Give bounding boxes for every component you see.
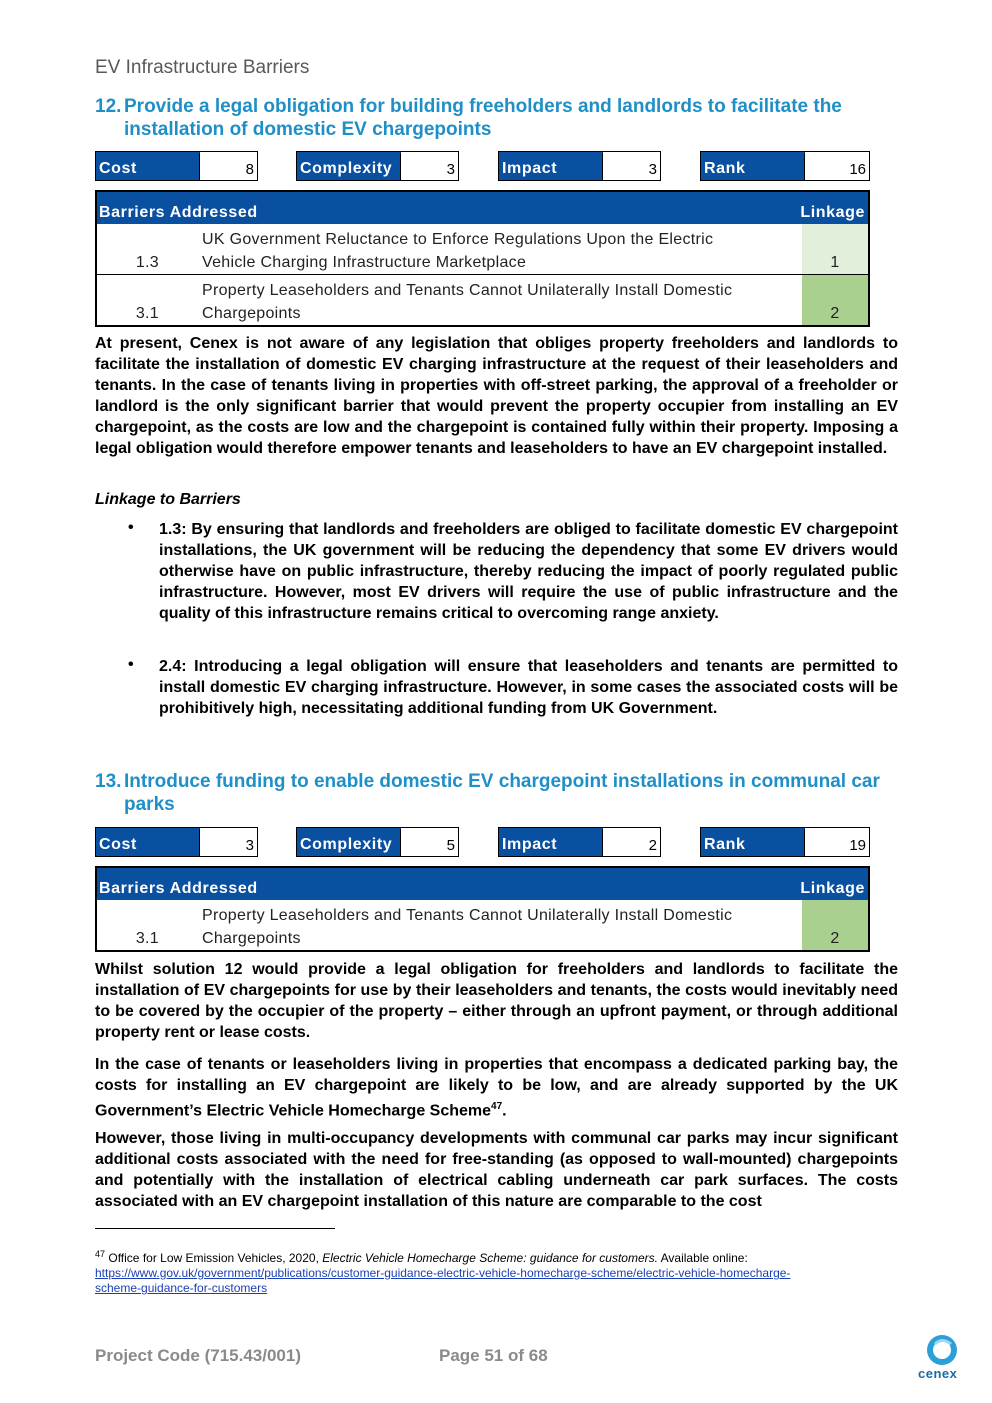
- score-value: 16: [805, 152, 869, 180]
- linkage-cell: 2: [802, 900, 868, 950]
- barrier-line: Chargepoints: [202, 930, 301, 947]
- solution-13-title: [95, 770, 895, 816]
- score-label: Rank: [701, 828, 805, 856]
- score-value: 19: [805, 828, 869, 856]
- barrier-line: Chargepoints: [202, 305, 301, 322]
- footnote-link[interactable]: https://www.gov.uk/government/publications/customer-guidance-electric-vehicle-homecharge-scheme/electric-vehicle-homecharge-: [95, 1266, 791, 1280]
- barrier-line: Property Leaseholders and Tenants Cannot Unilaterally Install Domestic: [202, 282, 733, 299]
- header-linkage: Linkage: [800, 880, 865, 897]
- bullet-icon: •: [128, 519, 134, 536]
- footnote-link[interactable]: scheme-guidance-for-customers: [95, 1281, 268, 1295]
- table-row: [97, 274, 868, 325]
- barrier-description: [202, 904, 802, 950]
- barrier-line: Vehicle Charging Infrastructure Marketplace: [202, 254, 527, 271]
- project-code: Project Code (715.43/001): [95, 1346, 301, 1365]
- rank-score: [700, 151, 870, 181]
- score-value: 2: [603, 828, 660, 856]
- solution-number: 12.: [95, 96, 122, 117]
- barrier-code: 3.1: [135, 305, 159, 322]
- footnote-number: 47: [95, 1249, 106, 1259]
- solution-12-title: [95, 95, 895, 141]
- barrier-description: [202, 228, 802, 274]
- barrier-line: UK Government Reluctance to Enforce Regulations Upon the Electric: [202, 231, 714, 248]
- score-label: Rank: [701, 152, 805, 180]
- page-number: Page 51 of 68: [439, 1346, 548, 1365]
- solution-title-text: Provide a legal obligation for building freeholders and landlords to facilitate the installation of domestic EV chargepoints: [124, 96, 842, 140]
- score-label: Complexity: [297, 152, 401, 180]
- body-paragraph: At present, Cenex is not aware of any legislation that obliges property freeholders and landlords to facilitate the installation of domestic EV charging infrastructure at the request of their leaseholders and tenants. In the case of tenants living in properties with off-street parking, the approval of a freeholder or landlord is the only significant barrier that would prevent the property occupier from installing an EV chargepoint, as the costs are low and the chargepoint is contained fully within their property. Imposing a legal obligation would therefore empower tenants and leaseholders to have an EV chargepoint installed.: [95, 335, 898, 457]
- header-linkage: Linkage: [800, 204, 865, 221]
- body-paragraph: Whilst solution 12 would provide a legal obligation for freeholders and landlords to facilitate the installation of EV chargepoints for use by their leaseholders and tenants, the costs would inevitably need to be covered by the occupier of the property – either through an upfront payment, or through additional property rent or lease costs.: [95, 961, 898, 1041]
- bullet-icon: •: [128, 656, 134, 673]
- score-label: Complexity: [297, 828, 401, 856]
- score-label: Impact: [499, 828, 603, 856]
- complexity-score: [296, 827, 459, 857]
- footnote: [95, 1247, 885, 1296]
- linkage-heading: Linkage to Barriers: [95, 491, 241, 508]
- score-label: Cost: [96, 828, 200, 856]
- footnote-title: Electric Vehicle Homecharge Scheme: guidance for customers.: [322, 1251, 658, 1265]
- footnote-rule: [95, 1228, 335, 1229]
- solution-title-text: Introduce funding to enable domestic EV chargepoint installations in communal car parks: [124, 771, 880, 815]
- body-paragraph: [95, 1054, 898, 1121]
- barrier-code: 1.3: [135, 254, 159, 271]
- score-value: 8: [200, 152, 257, 180]
- impact-score: [498, 151, 661, 181]
- score-row-12: [95, 151, 870, 183]
- impact-score: [498, 827, 661, 857]
- rank-score: [700, 827, 870, 857]
- cost-score: [95, 827, 258, 857]
- paragraph-end: .: [502, 1102, 507, 1120]
- table-header: [97, 192, 868, 224]
- table-row: [97, 900, 868, 950]
- header-barriers: Barriers Addressed: [99, 880, 258, 897]
- barrier-code: 3.1: [135, 930, 159, 947]
- score-value: 3: [401, 152, 458, 180]
- cenex-logo-text: cenex: [918, 1366, 958, 1381]
- table-row: [97, 224, 868, 274]
- footnote-ref[interactable]: 47: [491, 1101, 503, 1112]
- linkage-cell: 1: [802, 224, 868, 274]
- cenex-logo-icon: [925, 1333, 959, 1367]
- linkage-cell: 2: [802, 275, 868, 325]
- barriers-table-12: [95, 190, 870, 327]
- linkage-bullet: 1.3: By ensuring that landlords and freeholders are obliged to facilitate domestic EV chargepoint installations, the UK government will be reducing the dependency that some EV drivers would otherwise have on public infrastructure, thereby reducing the impact of poorly regulated public infrastructure. However, most EV drivers will require the use of public infrastructure and the quality of this infrastructure remains critical to overcoming range anxiety.: [159, 521, 898, 622]
- score-value: 3: [603, 152, 660, 180]
- table-header: [97, 868, 868, 900]
- score-row-13: [95, 827, 870, 859]
- body-paragraph: However, those living in multi-occupancy developments with communal car parks may incur significant additional costs associated with the need for free-standing (as opposed to wall-mounted) chargepoints and potentially with the installation of electrical cabling underneath car park surfaces. The costs associated with an EV chargepoint installation of this nature are comparable to the cost: [95, 1130, 898, 1210]
- linkage-bullet: 2.4: Introducing a legal obligation will ensure that leaseholders and tenants are permitted to install domestic EV charging infrastructure. However, in some cases the associated costs will be prohibitively high, necessitating additional funding from UK Government.: [159, 658, 898, 717]
- barriers-table-13: [95, 866, 870, 952]
- paragraph-text: In the case of tenants or leaseholders living in properties that encompass a dedicated parking bay, the costs for installing an EV chargepoint are likely to be low, and are already supported by the UK Government’s Electric Vehicle Homecharge Scheme: [95, 1056, 898, 1120]
- cost-score: [95, 151, 258, 181]
- solution-number: 13.: [95, 771, 122, 792]
- header-barriers: Barriers Addressed: [99, 204, 258, 221]
- footnote-text: Office for Low Emission Vehicles, 2020,: [108, 1251, 323, 1265]
- running-header: EV Infrastructure Barriers: [95, 57, 310, 78]
- complexity-score: [296, 151, 459, 181]
- score-label: Cost: [96, 152, 200, 180]
- footnote-suffix: Available online:: [657, 1251, 748, 1265]
- barrier-line: Property Leaseholders and Tenants Cannot Unilaterally Install Domestic: [202, 907, 733, 924]
- score-value: 3: [200, 828, 257, 856]
- barrier-description: [202, 279, 802, 325]
- score-value: 5: [401, 828, 458, 856]
- score-label: Impact: [499, 152, 603, 180]
